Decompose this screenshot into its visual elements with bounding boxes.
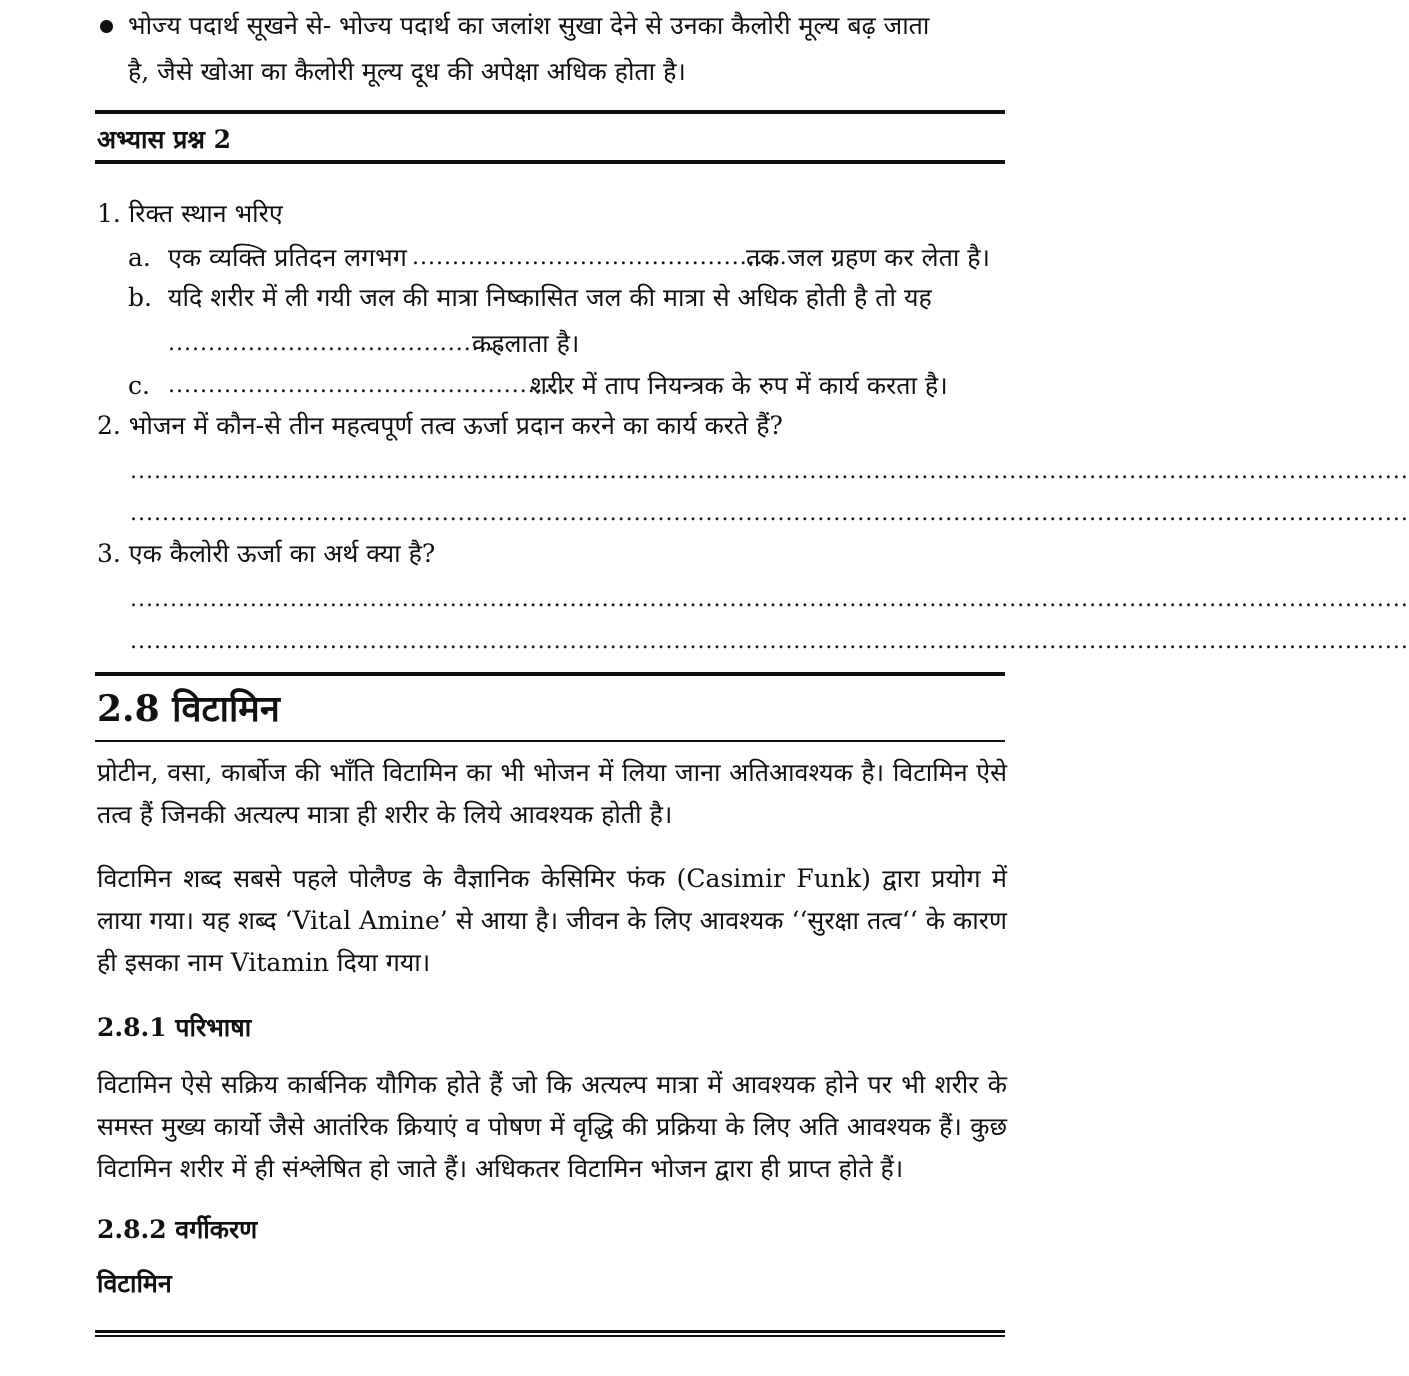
- question-1c-end: शरीर में ताप नियन्त्रक के रुप में कार्य करता है।: [530, 371, 948, 400]
- divider-heading: [95, 740, 1005, 742]
- question-1b-end: कहलाता है।: [472, 329, 580, 358]
- blank-1c[interactable]: ..................................................: [168, 373, 568, 398]
- divider-footer: [95, 1330, 1005, 1337]
- subsection-heading-definition: 2.8.1 परिभाषा: [97, 1013, 252, 1042]
- answer-line-2b[interactable]: ................................................................................................................................................................: [130, 501, 1409, 526]
- blank-1b[interactable]: ..........................................: [168, 331, 504, 356]
- question-1a-end: तक जल ग्रहण कर लेता है।: [746, 243, 990, 272]
- question-1c-marker: c.: [128, 371, 150, 400]
- bullet-dot: [100, 20, 113, 33]
- question-2-label: 2. भोजन में कौन-से तीन महत्वपूर्ण तत्व ऊर्जा प्रदान करने का कार्य करते हैं?: [97, 411, 783, 440]
- answer-line-3b[interactable]: ................................................................................................................................................................: [130, 629, 1409, 654]
- classification-label: विटामिन: [97, 1269, 172, 1298]
- answer-line-3a[interactable]: ................................................................................................................................................................: [130, 587, 1409, 612]
- divider-exercise: [95, 160, 1005, 164]
- intro-bullet-line2: है, जैसे खोआ का कैलोरी मूल्य दूध की अपेक्षा अधिक होता है।: [128, 57, 686, 86]
- divider-section: [95, 672, 1005, 676]
- subsection-heading-classification: 2.8.2 वर्गीकरण: [97, 1215, 258, 1244]
- question-1b-marker: b.: [128, 283, 152, 312]
- section-heading: 2.8 विटामिन: [97, 688, 280, 730]
- question-1b-text: यदि शरीर में ली गयी जल की मात्रा निष्कासित जल की मात्रा से अधिक होती है तो यह: [168, 283, 932, 312]
- question-1a-marker: a.: [128, 243, 151, 272]
- section-paragraph-1: प्रोटीन, वसा, कार्बोज की भाँति विटामिन का भी भोजन में लिया जाना अतिआवश्यक है। विटामिन ऐसे तत्व हैं जिनकी अत्यल्प मात्रा ही शरीर के लिये आवश्यक होती है।: [97, 758, 1007, 829]
- question-1a-text: एक व्यक्ति प्रतिदन लगभग: [168, 243, 407, 272]
- question-3-label: 3. एक कैलोरी ऊर्जा का अर्थ क्या है?: [97, 539, 436, 568]
- question-1-label: 1. रिक्त स्थान भरिए: [97, 199, 283, 228]
- answer-line-2a[interactable]: ................................................................................................................................................................: [130, 459, 1409, 484]
- subsection-paragraph-definition: विटामिन ऐसे सक्रिय कार्बनिक यौगिक होते हैं जो कि अत्यल्प मात्रा में आवश्यक होने पर भी शरीर के समस्त मुख्य कार्यो जैसे आतंरिक क्रियाएं व पोषण में वृद्धि की प्रक्रिया के लिए अति आवश्यक हैं। कुछ विटामिन शरीर में ही संश्लेषित हो जाते हैं। अधिकतर विटामिन भोजन द्वारा ही प्राप्त होते हैं।: [97, 1070, 1007, 1183]
- exercise-title: अभ्यास प्रश्न 2: [97, 125, 232, 154]
- divider-top: [95, 110, 1005, 114]
- section-paragraph-2: विटामिन शब्द सबसे पहले पोलैण्ड के वैज्ञानिक केसिमिर फंक (Casimir Funk) द्वारा प्रयोग में लाया गया। यह शब्द ‘Vital Amine’ से आया है। जीवन के लिए आवश्यक ‘‘सुरक्षा तत्व‘‘ के कारण ही इसका नाम Vitamin दिया गया।: [97, 864, 1007, 977]
- blank-1a[interactable]: ...............................................: [412, 245, 788, 270]
- intro-bullet-line1: भोज्य पदार्थ सूखने से- भोज्य पदार्थ का जलांश सुखा देने से उनका कैलोरी मूल्य बढ़ जाता: [128, 11, 930, 40]
